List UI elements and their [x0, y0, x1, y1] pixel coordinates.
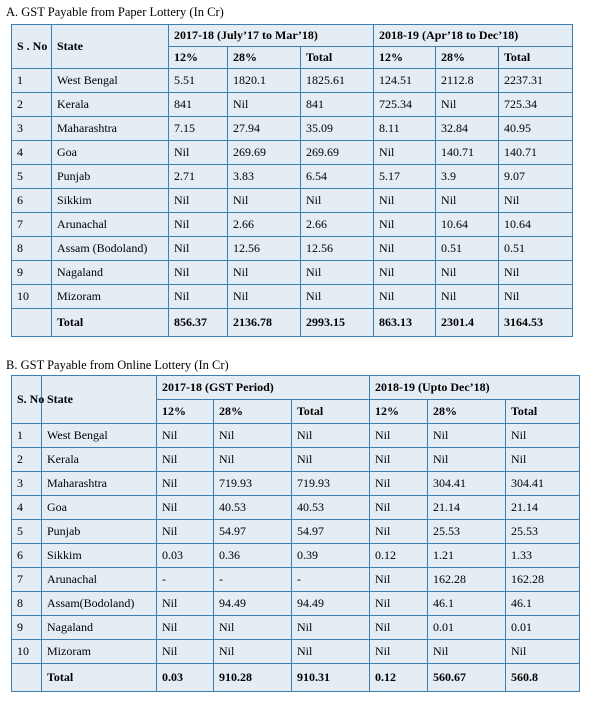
total-cell: 40.95 — [499, 117, 573, 141]
total-cell: Nil — [499, 189, 573, 213]
header-rate: 12% — [370, 400, 428, 424]
value-cell: 32.84 — [436, 117, 499, 141]
total-cell: - — [292, 568, 370, 592]
header-period-2017-18: 2017-18 (July’17 to Mar’18) — [169, 25, 374, 47]
total-cell: Nil — [292, 616, 370, 640]
total-cell: Nil — [292, 448, 370, 472]
total-cell: 0.51 — [499, 237, 573, 261]
value-cell: 269.69 — [228, 141, 301, 165]
value-cell: Nil — [169, 141, 228, 165]
row-sno-cell: 8 — [12, 237, 52, 261]
value-cell: Nil — [370, 568, 428, 592]
total-value-cell: 560.8 — [506, 664, 580, 692]
value-cell: Nil — [374, 141, 436, 165]
total-cell: Nil — [292, 424, 370, 448]
total-cell: 6.54 — [301, 165, 374, 189]
row-sno-cell: 6 — [12, 189, 52, 213]
total-value-cell: 560.67 — [428, 664, 506, 692]
total-cell: 21.14 — [506, 496, 580, 520]
value-cell: Nil — [169, 189, 228, 213]
value-cell: Nil — [157, 520, 214, 544]
table-b-caption: B. GST Payable from Online Lottery (In Cr) — [6, 358, 229, 372]
value-cell: 0.03 — [157, 544, 214, 568]
value-cell: Nil — [370, 424, 428, 448]
value-cell: 0.51 — [436, 237, 499, 261]
total-cell: Nil — [499, 285, 573, 309]
total-value-cell: 2993.15 — [301, 309, 374, 337]
total-cell: Nil — [301, 261, 374, 285]
total-cell: 841 — [301, 93, 374, 117]
total-label: Total — [42, 664, 157, 692]
table-row — [12, 568, 580, 592]
table-row — [12, 592, 580, 616]
table-row — [12, 261, 573, 285]
value-cell: Nil — [228, 261, 301, 285]
table-row — [12, 285, 573, 309]
value-cell: 21.14 — [428, 496, 506, 520]
value-cell: Nil — [157, 448, 214, 472]
total-cell: 25.53 — [506, 520, 580, 544]
header-rate: 12% — [157, 400, 214, 424]
value-cell: 3.83 — [228, 165, 301, 189]
value-cell: 5.17 — [374, 165, 436, 189]
table-row — [12, 213, 573, 237]
value-cell: Nil — [214, 616, 292, 640]
value-cell: 719.93 — [214, 472, 292, 496]
value-cell: 1.21 — [428, 544, 506, 568]
row-sno-cell: 1 — [12, 424, 42, 448]
total-cell: Nil — [499, 261, 573, 285]
value-cell: 3.9 — [436, 165, 499, 189]
value-cell: 94.49 — [214, 592, 292, 616]
value-cell: Nil — [370, 592, 428, 616]
row-sno-cell: 2 — [12, 448, 42, 472]
state-cell: Maharashtra — [42, 472, 157, 496]
total-value-cell: 910.31 — [292, 664, 370, 692]
header-total: Total — [301, 47, 374, 69]
total-cell: Nil — [292, 640, 370, 664]
total-cell: Nil — [506, 640, 580, 664]
table-row — [12, 93, 573, 117]
value-cell: Nil — [428, 448, 506, 472]
row-sno-cell: 2 — [12, 93, 52, 117]
row-sno-cell: 4 — [12, 496, 42, 520]
table-row — [12, 69, 573, 93]
row-sno-cell — [12, 309, 52, 337]
value-cell: 7.15 — [169, 117, 228, 141]
table-row — [12, 520, 580, 544]
value-cell: Nil — [157, 472, 214, 496]
state-cell: Goa — [42, 496, 157, 520]
table-row — [12, 472, 580, 496]
total-cell: 54.97 — [292, 520, 370, 544]
value-cell: Nil — [157, 424, 214, 448]
state-cell: Maharashtra — [52, 117, 169, 141]
state-cell: Punjab — [42, 520, 157, 544]
row-sno-cell: 5 — [12, 520, 42, 544]
value-cell: Nil — [428, 424, 506, 448]
header-rate: 28% — [214, 400, 292, 424]
total-cell: Nil — [506, 448, 580, 472]
value-cell: Nil — [374, 261, 436, 285]
value-cell: 725.34 — [374, 93, 436, 117]
state-cell: Sikkim — [52, 189, 169, 213]
total-value-cell: 856.37 — [169, 309, 228, 337]
total-cell: 94.49 — [292, 592, 370, 616]
row-sno-cell: 5 — [12, 165, 52, 189]
total-label: Total — [52, 309, 169, 337]
value-cell: Nil — [157, 496, 214, 520]
row-sno-cell: 10 — [12, 640, 42, 664]
value-cell: 46.1 — [428, 592, 506, 616]
row-sno-cell: 3 — [12, 472, 42, 496]
value-cell: Nil — [169, 213, 228, 237]
value-cell: Nil — [214, 424, 292, 448]
value-cell: Nil — [228, 93, 301, 117]
value-cell: Nil — [214, 640, 292, 664]
header-total: Total — [506, 400, 580, 424]
value-cell: Nil — [370, 616, 428, 640]
state-cell: West Bengal — [52, 69, 169, 93]
state-cell: Kerala — [52, 93, 169, 117]
header-total: Total — [292, 400, 370, 424]
value-cell: - — [157, 568, 214, 592]
header-sno: S. No — [12, 376, 42, 424]
table-row — [12, 189, 573, 213]
value-cell: 8.11 — [374, 117, 436, 141]
row-sno-cell: 10 — [12, 285, 52, 309]
row-sno-cell: 9 — [12, 616, 42, 640]
table-row — [12, 640, 580, 664]
state-cell: Nagaland — [42, 616, 157, 640]
total-cell: Nil — [506, 424, 580, 448]
value-cell: Nil — [436, 189, 499, 213]
value-cell: Nil — [436, 93, 499, 117]
value-cell: Nil — [370, 496, 428, 520]
value-cell: 0.36 — [214, 544, 292, 568]
state-cell: Sikkim — [42, 544, 157, 568]
value-cell: 54.97 — [214, 520, 292, 544]
value-cell: Nil — [370, 448, 428, 472]
total-cell: 1825.61 — [301, 69, 374, 93]
row-sno-cell: 3 — [12, 117, 52, 141]
total-value-cell: 0.12 — [370, 664, 428, 692]
total-row — [12, 309, 573, 337]
value-cell: 162.28 — [428, 568, 506, 592]
total-cell: 1.33 — [506, 544, 580, 568]
value-cell: Nil — [214, 448, 292, 472]
state-cell: Goa — [52, 141, 169, 165]
row-sno-cell: 9 — [12, 261, 52, 285]
total-cell: 725.34 — [499, 93, 573, 117]
state-cell: Kerala — [42, 448, 157, 472]
value-cell: Nil — [374, 213, 436, 237]
header-sno: S . No — [12, 25, 52, 69]
total-row — [12, 664, 580, 692]
total-cell: 9.07 — [499, 165, 573, 189]
total-value-cell: 2301.4 — [436, 309, 499, 337]
state-cell: Arunachal — [52, 213, 169, 237]
value-cell: 40.53 — [214, 496, 292, 520]
row-sno-cell — [12, 664, 42, 692]
value-cell: 2.66 — [228, 213, 301, 237]
table-row — [12, 616, 580, 640]
value-cell: 0.12 — [370, 544, 428, 568]
total-cell: 304.41 — [506, 472, 580, 496]
online-lottery-table — [11, 375, 580, 692]
total-value-cell: 0.03 — [157, 664, 214, 692]
value-cell: Nil — [157, 640, 214, 664]
value-cell: Nil — [374, 285, 436, 309]
total-value-cell: 3164.53 — [499, 309, 573, 337]
value-cell: 2112.8 — [436, 69, 499, 93]
header-rate: 28% — [436, 47, 499, 69]
value-cell: 0.01 — [428, 616, 506, 640]
state-cell: Assam(Bodoland) — [42, 592, 157, 616]
value-cell: Nil — [436, 285, 499, 309]
header-rate: 12% — [374, 47, 436, 69]
value-cell: Nil — [370, 640, 428, 664]
total-cell: 0.01 — [506, 616, 580, 640]
value-cell: Nil — [169, 237, 228, 261]
value-cell: Nil — [157, 616, 214, 640]
value-cell: 2.71 — [169, 165, 228, 189]
total-value-cell: 910.28 — [214, 664, 292, 692]
table-a-caption: A. GST Payable from Paper Lottery (In Cr) — [6, 5, 224, 19]
value-cell: Nil — [228, 189, 301, 213]
row-sno-cell: 7 — [12, 568, 42, 592]
table-row — [12, 141, 573, 165]
header-rate: 12% — [169, 47, 228, 69]
total-cell: 46.1 — [506, 592, 580, 616]
total-value-cell: 863.13 — [374, 309, 436, 337]
table-row — [12, 544, 580, 568]
state-cell: Mizoram — [42, 640, 157, 664]
value-cell: Nil — [228, 285, 301, 309]
header-period-2018-19: 2018-19 (Upto Dec’18) — [370, 376, 580, 400]
state-cell: West Bengal — [42, 424, 157, 448]
state-cell: Arunachal — [42, 568, 157, 592]
value-cell: 5.51 — [169, 69, 228, 93]
header-state: State — [42, 376, 157, 424]
table-row — [12, 237, 573, 261]
row-sno-cell: 6 — [12, 544, 42, 568]
total-cell: 162.28 — [506, 568, 580, 592]
total-cell: 35.09 — [301, 117, 374, 141]
header-period-2017-18: 2017-18 (GST Period) — [157, 376, 370, 400]
header-rate: 28% — [428, 400, 506, 424]
state-cell: Mizoram — [52, 285, 169, 309]
total-cell: 2.66 — [301, 213, 374, 237]
value-cell: 841 — [169, 93, 228, 117]
value-cell: 140.71 — [436, 141, 499, 165]
value-cell: Nil — [428, 640, 506, 664]
value-cell: Nil — [370, 472, 428, 496]
header-rate: 28% — [228, 47, 301, 69]
total-cell: 12.56 — [301, 237, 374, 261]
row-sno-cell: 7 — [12, 213, 52, 237]
table-row — [12, 448, 580, 472]
value-cell: Nil — [374, 237, 436, 261]
value-cell: Nil — [436, 261, 499, 285]
total-cell: 719.93 — [292, 472, 370, 496]
total-cell: 0.39 — [292, 544, 370, 568]
value-cell: 12.56 — [228, 237, 301, 261]
value-cell: Nil — [169, 261, 228, 285]
row-sno-cell: 1 — [12, 69, 52, 93]
header-total: Total — [499, 47, 573, 69]
row-sno-cell: 4 — [12, 141, 52, 165]
value-cell: Nil — [157, 592, 214, 616]
value-cell: Nil — [374, 189, 436, 213]
state-cell: Punjab — [52, 165, 169, 189]
header-period-2018-19: 2018-19 (Apr’18 to Dec’18) — [374, 25, 573, 47]
header-state: State — [52, 25, 169, 69]
value-cell: 27.94 — [228, 117, 301, 141]
value-cell: 25.53 — [428, 520, 506, 544]
total-cell: 269.69 — [301, 141, 374, 165]
table-row — [12, 165, 573, 189]
paper-lottery-table — [11, 24, 573, 337]
value-cell: 10.64 — [436, 213, 499, 237]
table-row — [12, 496, 580, 520]
value-cell: Nil — [370, 520, 428, 544]
value-cell: 304.41 — [428, 472, 506, 496]
total-cell: Nil — [301, 189, 374, 213]
value-cell: 1820.1 — [228, 69, 301, 93]
total-value-cell: 2136.78 — [228, 309, 301, 337]
total-cell: 140.71 — [499, 141, 573, 165]
state-cell: Assam (Bodoland) — [52, 237, 169, 261]
total-cell: Nil — [301, 285, 374, 309]
total-cell: 10.64 — [499, 213, 573, 237]
value-cell: 124.51 — [374, 69, 436, 93]
row-sno-cell: 8 — [12, 592, 42, 616]
value-cell: Nil — [169, 285, 228, 309]
table-row — [12, 117, 573, 141]
total-cell: 40.53 — [292, 496, 370, 520]
state-cell: Nagaland — [52, 261, 169, 285]
table-row — [12, 424, 580, 448]
total-cell: 2237.31 — [499, 69, 573, 93]
value-cell: - — [214, 568, 292, 592]
